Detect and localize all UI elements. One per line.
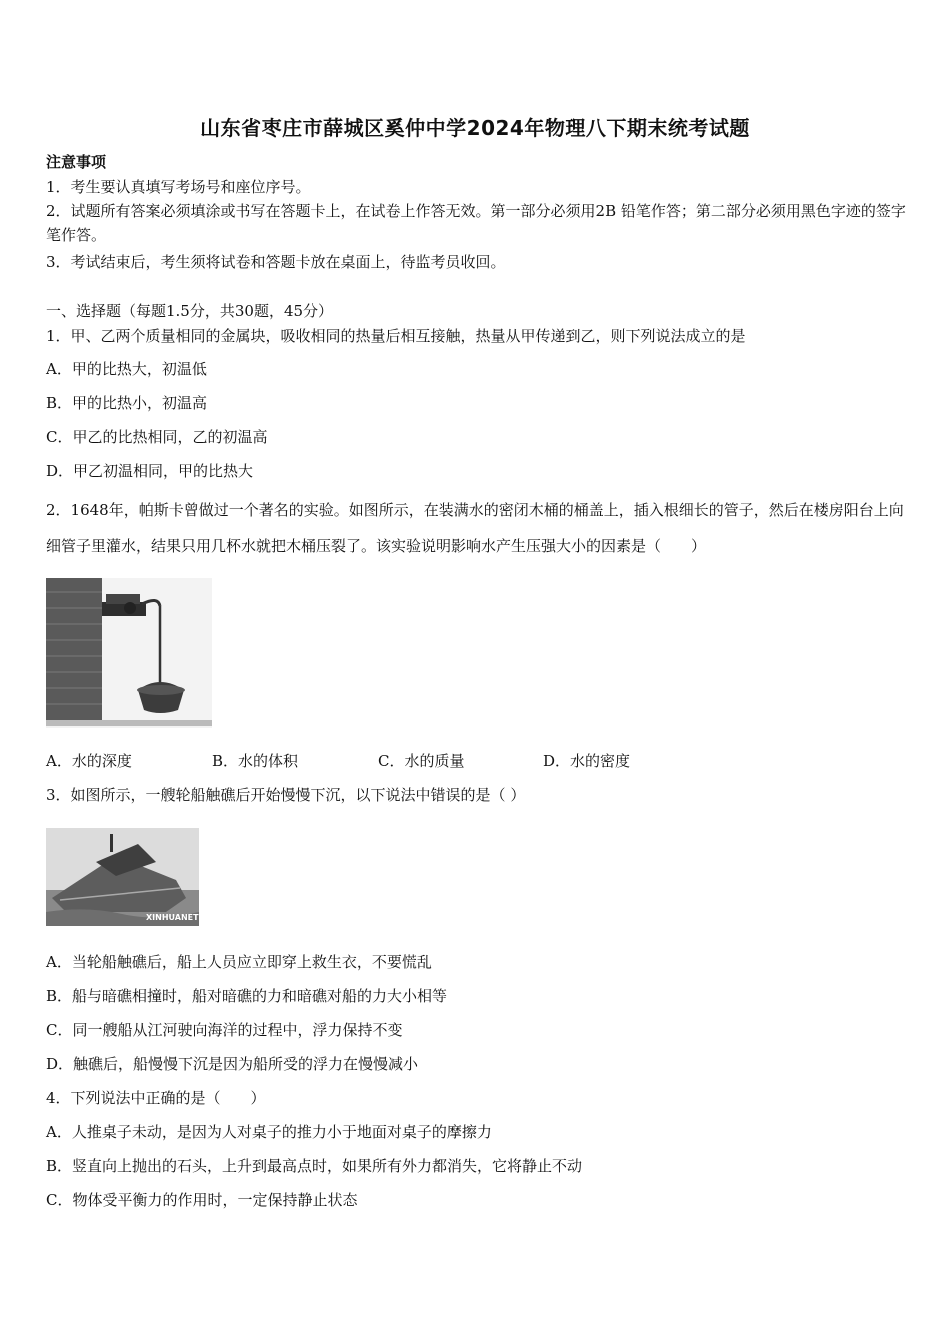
question-3-option-a: A．当轮船触礁后，船上人员应立即穿上救生衣，不要慌乱 bbox=[46, 953, 432, 971]
question-2-option-a: A．水的深度 bbox=[46, 752, 132, 770]
question-1-option-d: D．甲乙初温相同，甲的比热大 bbox=[46, 462, 254, 480]
question-4-option-a: A．人推桌子未动，是因为人对桌子的推力小于地面对桌子的摩擦力 bbox=[46, 1123, 492, 1141]
question-1-option-a: A．甲的比热大，初温低 bbox=[46, 360, 207, 378]
question-3-option-b: B．船与暗礁相撞时，船对暗礁的力和暗礁对船的力大小相等 bbox=[46, 987, 448, 1005]
pascal-barrel-figure bbox=[46, 578, 212, 728]
question-2-option-b: B．水的体积 bbox=[212, 752, 299, 770]
question-1-option-b: B．甲的比热小，初温高 bbox=[46, 394, 208, 412]
notice-item-2: 2．试题所有答案必须填涂或书写在答题卡上，在试卷上作答无效。第一部分必须用2B 铅笔作答；第二部分必须用黑色字迹的签字笔作答。 bbox=[46, 202, 906, 244]
sinking-ship-photo bbox=[46, 828, 199, 926]
question-3-option-d: D．触礁后，船慢慢下沉是因为船所受的浮力在慢慢减小 bbox=[46, 1055, 419, 1073]
notice-item-1: 1．考生要认真填写考场号和座位序号。 bbox=[46, 178, 311, 196]
section-heading: 一、选择题（每题1.5分，共30题，45分） bbox=[46, 302, 334, 320]
question-4-option-c: C．物体受平衡力的作用时，一定保持静止状态 bbox=[46, 1191, 358, 1209]
notice-heading: 注意事项 bbox=[46, 153, 107, 171]
question-2-option-c: C．水的质量 bbox=[378, 752, 465, 770]
question-4-option-b: B．竖直向上抛出的石头，上升到最高点时，如果所有外力都消失，它将静止不动 bbox=[46, 1157, 583, 1175]
question-2-stem: 2．1648年，帕斯卡曾做过一个著名的实验。如图所示，在装满水的密闭木桶的桶盖上，插入根细长的管子，然后在楼房阳台上向细管子里灌水，结果只用几杯水就把木桶压裂了。该实验说明影响水产生压强大小的因素是（ ） bbox=[46, 501, 904, 555]
question-3-option-c: C．同一艘船从江河驶向海洋的过程中，浮力保持不变 bbox=[46, 1021, 403, 1039]
question-2-option-d: D．水的密度 bbox=[543, 752, 631, 770]
question-3-stem: 3．如图所示，一艘轮船触礁后开始慢慢下沉，以下说法中错误的是（ ） bbox=[46, 786, 526, 804]
question-1-option-c: C．甲乙的比热相同，乙的初温高 bbox=[46, 428, 268, 446]
photo-watermark: XINHUANET bbox=[146, 913, 199, 922]
question-4-stem: 4．下列说法中正确的是（ ） bbox=[46, 1089, 266, 1107]
notice-item-3: 3．考试结束后，考生须将试卷和答题卡放在桌面上，待监考员收回。 bbox=[46, 253, 506, 271]
question-1-stem: 1．甲、乙两个质量相同的金属块，吸收相同的热量后相互接触，热量从甲传递到乙，则下列说法成立的是 bbox=[46, 327, 746, 345]
page-title: 山东省枣庄市薛城区奚仲中学2024年物理八下期末统考试题 bbox=[200, 116, 750, 140]
